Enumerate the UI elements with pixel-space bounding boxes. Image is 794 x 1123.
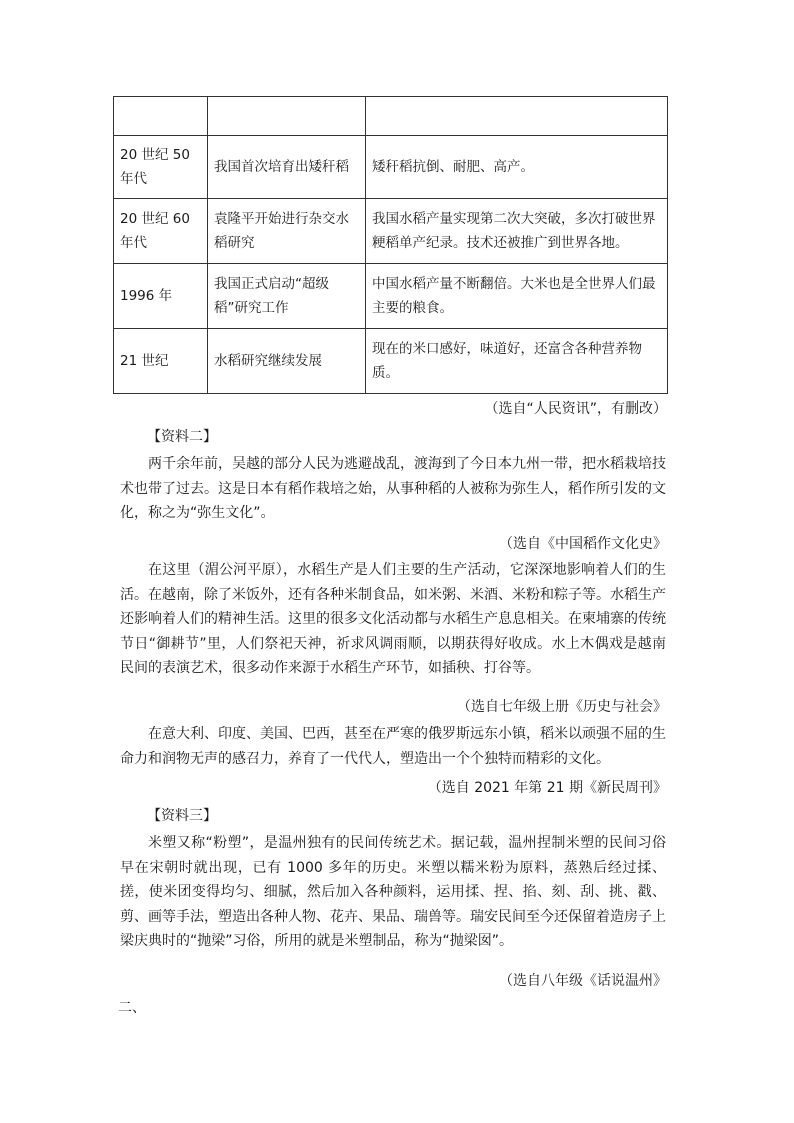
material2-paragraph-1: 两千余年前，吴越的部分人民为逃避战乱，渡海到了今日本九州一带，把水稻栽培技术也带了过去。这是日本有稻作栽培之始，从事种稻的人被称为弥生人，稻作所引发的文化，称之为“弥生文化”。 — [120, 456, 666, 522]
table-header-row — [114, 97, 668, 136]
table-row — [114, 329, 668, 394]
result-cell: 矮秆稻抗倒、耐肥、高产。 — [366, 136, 668, 199]
material3-heading: 【资料三】 — [147, 808, 217, 824]
event-cell: 水稻研究继续发展 — [208, 329, 366, 394]
material2-source-2: （选自七年级上册《历史与社会》 — [457, 699, 667, 715]
material2-paragraph-3: 在意大利、印度、美国、巴西，甚至在严寒的俄罗斯远东小镇，稻米以顽强不屈的生命力和润物无声的感召力，养育了一代代人，塑造出一个个独特而精彩的文化。 — [120, 726, 666, 767]
period-cell: 21 世纪 — [114, 329, 208, 394]
material3-paragraph-1: 米塑又称“粉塑”，是温州独有的民间传统艺术。据记载，温州捏制米塑的民间习俗早在宋朝时就出现，已有 1000 多年的历史。米塑以糯米粉为原料，蒸熟后经过揉、搓，使米团变得均匀、细腻，然后加入各种颜料，运用揉、捏、掐、刻、刮、挑、戳、剪、画等手法，塑造出各种人物、花卉、果品、瑞兽等。瑞安民间至今还保留着造房子上梁庆典时的“抛梁”习俗，所用的就是米塑制品，称为“抛梁囡”。 — [120, 835, 666, 950]
table-row — [114, 136, 668, 199]
material2-heading: 【资料二】 — [147, 429, 217, 445]
material3-source-1: （选自八年级《话说温州》 — [499, 973, 667, 989]
event-cell: 袁隆平开始进行杂交水稻研究 — [208, 199, 366, 264]
result-cell: 我国水稻产量实现第二次大突破，多次打破世界粳稻单产纪录。技术还被推广到世界各地。 — [366, 199, 668, 264]
table-source: （选自“人民资讯”，有删改） — [484, 401, 667, 417]
period-cell: 1996 年 — [114, 264, 208, 329]
table-header-cell — [366, 97, 668, 136]
table-row — [114, 264, 668, 329]
table-header-cell — [208, 97, 366, 136]
section-two-label: 二、 — [118, 1000, 146, 1016]
event-cell: 我国正式启动“超级稻”研究工作 — [208, 264, 366, 329]
result-cell: 中国水稻产量不断翻倍。大米也是全世界人们最主要的粮食。 — [366, 264, 668, 329]
material2-source-1: （选自《中国稻作文化史》 — [499, 536, 667, 552]
table-header-cell — [114, 97, 208, 136]
event-cell: 我国首次培育出矮秆稻 — [208, 136, 366, 199]
result-cell: 现在的米口感好，味道好，还富含各种营养物质。 — [366, 329, 668, 394]
rice-history-table — [113, 96, 668, 394]
material2-paragraph-2: 在这里（湄公河平原），水稻生产是人们主要的生产活动，它深深地影响着人们的生活。在越南，除了米饭外，还有各种米制食品，如米粥、米酒、米粉和粽子等。水稻生产还影响着人们的精神生活。这里的很多文化活动都与水稻生产息息相关。在柬埔寨的传统节日“御耕节”里，人们祭祀天神，祈求风调雨顺，以期获得好收成。水上木偶戏是越南民间的表演艺术，很多动作来源于水稻生产环节，如插秧、打谷等。 — [120, 562, 666, 677]
period-cell: 20 世纪 60 年代 — [114, 199, 208, 264]
table-row — [114, 199, 668, 264]
period-cell: 20 世纪 50 年代 — [114, 136, 208, 199]
material2-source-3: （选自 2021 年第 21 期《新民周刊》 — [427, 780, 667, 796]
